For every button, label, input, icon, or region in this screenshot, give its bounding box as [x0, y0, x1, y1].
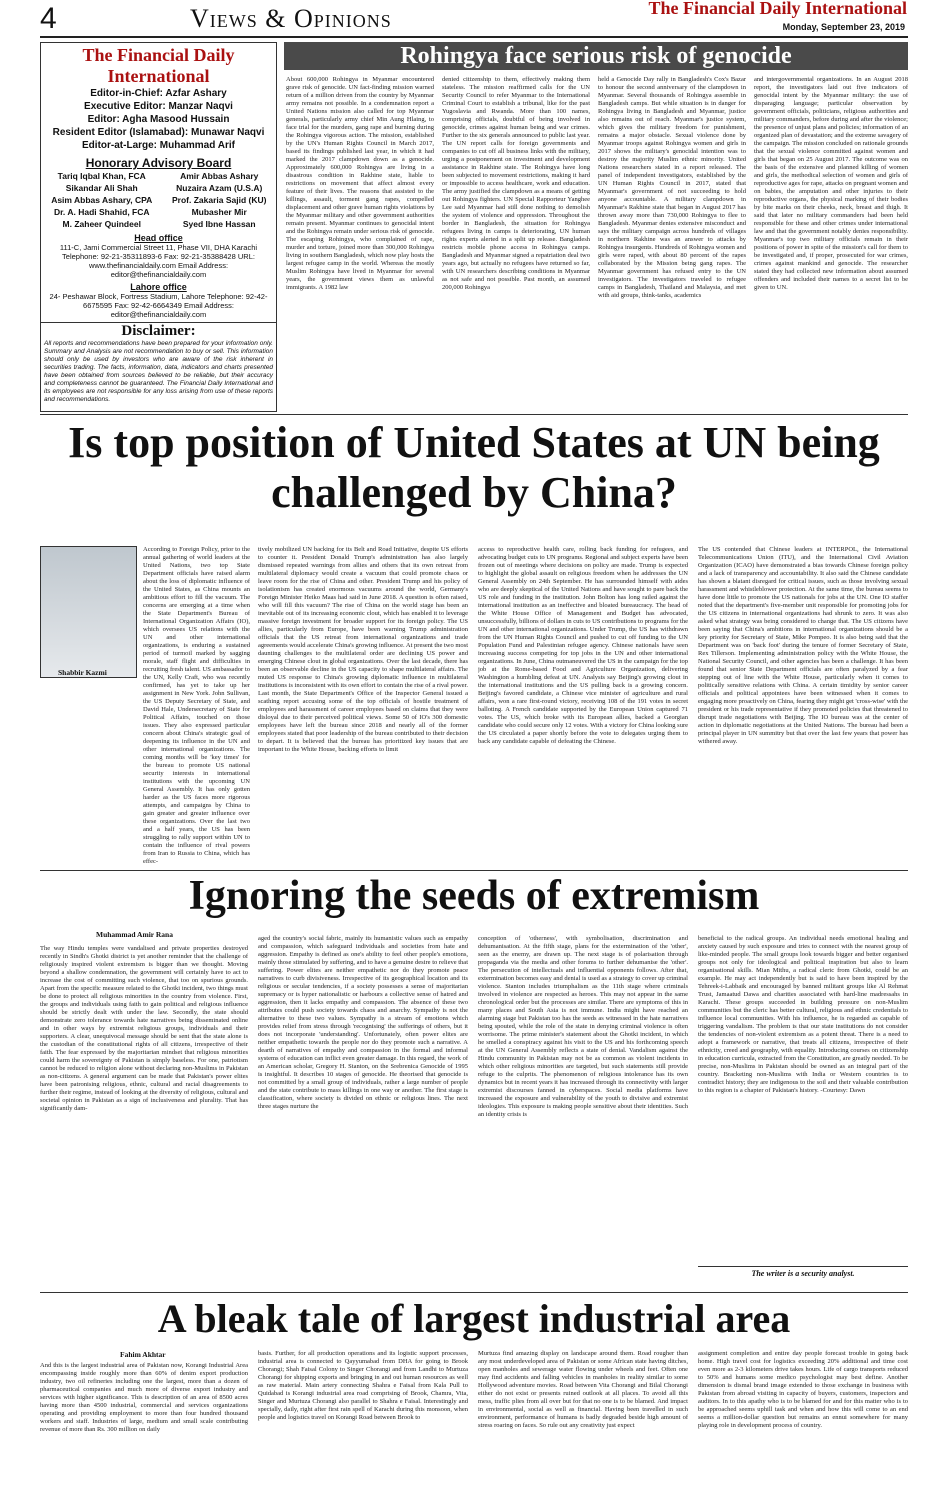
masthead-box: [40, 42, 277, 412]
article4-column: Murtuza find amazing display on landscape around them. Road rougher than any most underdeveloped area of Pakistan or some African state having ditches, open manholes and sewerage water flowing under wheels and feet. Often one may find accidents and falling vehicles in manholes in reality similar to some Hollywood adventure movies. Road between Vita Chorangi and Bilal Chorangi either do not exist or presents ruined outlook at all places. To avoid all this mess, traffic plies from all over but for that no one is to be blamed. And impact in environmental, social as well as financial. Having been travelled in such environment, performance of humans is badly degraded beside high amount of stress roaring on faces. So rule out any creativity just expect: [478, 1350, 688, 1429]
advisor: Asim Abbas Ashary, CPA: [51, 195, 153, 205]
article1-column: About 600,000 Rohingya in Myanmar encountered grave risk of genocide. UN fact-finding mission warned return of a million driven from the country by Myanmar army remains not possible. In a condemnation report a United Nations mission also called for top Myanmar generals, particularly army chief Min Aung Hlaing, to face trial for the murders, gang rape and burning during the Rohingya vigorous action. The mission, established by the UN's Human Rights Council in March 2017, based its findings published last year, in which it had marked the 2017 clampdown down as a genocide. Approximately 600,000 Rohingya are living in a disastrous condition in Rakhine state, liable to restrictions on movement that affect almost every feature of their lives. The reasons that assisted to the killings, assault, torment gang rapes, compelled displacement and other grave human rights violations by the Myanmar military and other government authorities remain present. Myanmar continues to genocidal intent and the Rohingya remain under serious risk of genocide. The escaping Rohingya, who complained of rape, murder and torture, joined more than 300,000 Rohingya living in southern Bangladesh, which now play hosts the largest refugee camp in the world. Whereas the mostly Muslim Rohingya have lived in Myanmar for several years, the government views them as unlawful immigrants. A 1982 law: [286, 76, 434, 291]
article4-column: And this is the largest industrial area of Pakistan now, Korangi Industrial Area encompassing inside roughly more than 60% of denim export production industry, two oil refineries including one the largest, more than a dozen of pharmaceutical companies and much more of diverse export industry and services with higher significance. This is description of an area of 8500 acres having more than 4500 industrial, commercial and services organizations operating and providing employment to more than four hundred thousand workers and staff. Industries of large, medium and small scale contributing revenue of more than Rs. 300 million on daily: [40, 1362, 248, 1433]
advisor: Sikandar Ali Shah: [65, 183, 138, 193]
article1-column: and intergovernmental organizations. In an August 2018 report, the investigators laid out five indicators of genocidal intent by the Myanmar military: the use of disparaging language; particular observation by government officials, politicians, religious authorities and military commanders, before during and after the violence; the presence of unjust plans and policies; information of an organized plan of devastation; and the extreme savagery of the campaign. The mission concluded on rationale grounds that the sexual violence committed against women and girls that began on 25 August 2017. The outcome was on the basis of the extensive and planned killing of women and girls, the methodical selection of women and girls of reproductive ages for rape, attacks on pregnant women and on babies, the amputation and other injuries to their reproductive organs, the physical marking of their bodies by bite marks on their cheeks, neck, breast and thigh. It said that later no military commanders had been held responsible for these and other crimes under international law and that the government notably denies responsibility. Myanmar's top two military officials remain in their positions of power in spite of the mission's call for them to be investigated and, if proper, prosecuted for war crimes, crimes against mankind and genocide. The researcher stated they had collected new information about assumed offenders and included their names to a secret list to be given to UN.: [754, 76, 908, 291]
issue-date: Monday, September 23, 2019: [782, 22, 905, 32]
advisory-table: [41, 170, 276, 230]
article2-headline: Is top position of United States at UN being challenged by China?: [68, 418, 880, 517]
article2-column: tively mobilized UN backing for its Belt and Road Initiative, despite US efforts to counter it. President Donald Trump's administration has also largely dismissed repeated warnings from allies and others that its own retreat from multilateral diplomacy would create a vacuum that could promote chaos or leave room for the rise of China and other. President Trump and his policy of isolationism has created enormous vacuums around the world, Germany's Foreign Minister Heiko Maas had said in June 2018. A question is often raised, who will fill this vacuum? The rise of China on the world stage has been an inevitable out of its increasing economic clout, which has enabled it to leverage massive foreign investment for broader support for its foreign policy. The US allies, particularly from Europe, have been warning Trump administration officials that the US retreat from international organizations and trade agreements would accelerate China's growing influence. At present the two most daunting challenges to the multilateral order are declining US power and emerging Chinese clout in global organizations. Over the last decade, there has been an observable decline in the US capacity to shape multilateral affairs. The muted US response to China's growing diplomatic influence in multilateral institutions is inconsistent with its own effort to contain the rise of a rival power. Last month, the State Department's Office of the Inspector General issued a scathing report accusing some of the top officials of hostile treatment of employees and harassment of career employees based on claims that they were disloyal due to their perceived political views. Some 50 of IO's 300 domestic employees have left the bureau since 2018 and nearly all of the former employees stated that poor leadership of the bureau contributed to their decision to depart. It is believed that the bureau has prioritized key issues that are important to the White House, backing efforts to limit: [258, 546, 468, 753]
article3-column: beneficial to the radical groups. An individual needs emotional healing and anxiety caused by such exposure and tries to connect with the nearest group of like-minded people. The small groups look towards bigger and better organised groups not only for ideological and political inspiration but also to learn organisational skills. Mian Mithu, a radical cleric from Ghotki, could be an example. He may act independently but is said to have been inspired by the Tehreek-i-Labbaik and encouraged by banned militant groups like Al Rehmat Trust, Jamaatud Dawa and charities associated with hard-line madressahs in Karachi. These groups succeeded in building pressure on non-Muslim communities but the cleric has better cultural, religious and ethnic credentials to influence local communities. With his influence, he is regarded as capable of triggering vandalism. The problem is that our state institutions do not consider the tendencies of non-violent extremism as a potent threat. There is a need to adopt a framework or narrative, that treats all citizens, irrespective of their ethnicity, creed and geography, with equality. Introducing courses on citizenship in education curricula, extracted from the Constitution, are greatly needed. To be precise, non-Muslims in Pakistan should be owned as an integral part of the country. Bracketing non-Muslims with India or Western countries is to contradict history; they are indigenous to the soil and their valuable contribution to this region is a chapter of Pakistan's history. -Courtesy: Dawn: [698, 935, 908, 1094]
advisor: Nuzaira Azam (U.S.A): [176, 183, 263, 193]
editor-in-chief: Editor-in-Chief: Azfar Ashary: [90, 88, 227, 99]
article3-column: conception of 'otherness', with symbolisation, discrimination and dehumanisation. At the fifth stage, plans for the extermination of the 'other', seen as the enemy, are drawn up. The next stage is of polarisation through propaganda via the media and other forums to further dehumanise the 'other'. The persecution of intellectuals and influential opponents follows. After that, extermination becomes easy and denial is used as a strategy to cover up criminal violence. Stanton includes triumphalism as the 11th stage where criminals involved in violence are respected as heroes. This may not appear in the same chronological order but the processes are similar. There are symptoms of this in many places and South Asia is not immune. India might have reached an alarming stage but Pakistan too has the seeds as witnessed in the hate narratives being spouted, while the role of the state in denying criminal violence is often worrisome. The prime minister's statement about the Ghotki incident, in which he smelled a conspiracy against his visit to the US and his forthcoming speech at the UN General Assembly reflects a state of denial. Vandalism against the Hindu community in Pakistan may not be as common as violent incidents in which other religious minorities are targeted, but such statements still provide refuge to the culprits. The phenomenon of religious intolerance has its own dynamics but in recent years it has increased through its connectivity with larger extremist discourses fanned in cyberspaces. Social media platforms have increased the exposure and vulnerability of the youth to divisive and extremist ideologies. This exposure is making people sensitive about their identities. Such an identity crisis is: [478, 935, 688, 1118]
head-office-address: 111-C, Jami Commercial Street 11, Phase VII, DHA Karachi Telephone: 92-21-35311893-6 Fax: 92-21-35388428 URL: www.thefinancialdaily.com Email Address: editor@thefinancialdaily.com: [59, 243, 258, 279]
editor-at-large: Editor-at-Large: Muhammad Arif: [82, 140, 235, 151]
rule: [40, 1292, 908, 1293]
page-number: 4: [40, 2, 57, 35]
article3-headline: Ignoring the seeds of extremism: [188, 873, 760, 919]
masthead-name: The Financial Daily International: [82, 45, 235, 86]
article2-column: According to Foreign Policy, prior to the annual gathering of world leaders at the United Nations, two top State Department officials have raised alarm about the loss of diplomatic influence of the United States, as China mounts an ambitious effort to fill the vacuum. The concerns are emerging at a time when the State Department's Bureau of International Organization Affairs (IO), which oversees US relations with the UN and other international organizations, is enduring a sustained period of turmoil marked by sagging morale, staff flight and difficulties in recruiting fresh talent. US ambassador to the UN, Kelly Craft, who was recently confirmed, has yet to take up her assignment in New York. John Sullivan, the US Deputy Secretary of State, and David Hale, Undersecretary of State for Political Affairs, touched on those issues. They also expressed particular concern about China's strategic goal of deepening its influence in the UN and other international organizations. The coming months will be 'key times' for the bureau to promote US national security interests in international institutions with the upcoming UN General Assembly. It has only gotten harder as the US faces more rigorous attempts, and campaigns by China to gain greater and greater influence over these organizations. Over the last two and a half years, the US has been struggling to rally support within UN to contain the influence of rival powers from Iran to Russia to China, which has effec-: [143, 546, 250, 865]
lahore-office-title: Lahore office: [130, 282, 187, 292]
article4-column: basis. Further, for all production operations and its logistic support processes, industrial area is connected to Qayyumabad from DHA for going to Brook Chorangi; Shah Faisal Colony to Singer Chorangi and from Landhi to Murtuza Chorangi for shipping exports and bringing in and out human resources as well as raw material. Main artery connecting Shahra e Faisal from Kala Pull to Quidabad is Korangi industrial area road comprising of Brook, Chamra, Vita, Singer and Murtuza Chorangi also parallel to Shahra e Faisal. Interestingly and specially, daily, right after first rain spell of Karachi during this monsoon, when people and logistics travel on Korangi Road between Brook to: [258, 1350, 468, 1421]
rule: [40, 414, 908, 415]
advisor: Dr. A. Hadi Shahid, FCA: [53, 207, 150, 217]
resident-editor: Resident Editor (Islamabad): Munawar Naqvi: [52, 127, 265, 138]
section-title: Views & Opinions: [190, 4, 392, 33]
advisor: Tariq Iqbal Khan, FCA: [57, 171, 146, 181]
article4-author: Fahim Akhtar: [120, 1350, 166, 1359]
article3-author: Muhammad Amir Rana: [96, 930, 173, 939]
paper-name: The Financial Daily International: [648, 0, 907, 18]
advisor: Prof. Zakaria Sajid (KU): [172, 195, 267, 205]
article2-column: access to reproductive health care, rolling back funding for refugees, and advocating budget cuts to UN programs. Regional and subject experts have been frozen out of meetings where decisions on policy are made. Trump is expected to highlight the global assault on religious freedom when he addresses the UN General Assembly on 24th September. He has surrounded himself with aides who are deeply skeptical of the United Nations and have sought to pare back the US role and funding in the institution. John Bolton has long railed against the international institution as an ineffective and bloated bureaucracy. The head of the White House Office of Management and Budget has advocated, unsuccessfully, billions of dollars in cuts to US contributions to programs for the UN and other international organizations. Under Trump, the US has withdrawn from the UN Human Rights Council and pushed to cut off funding to the UN Population Fund and Palestinian refugee agency. Chinese nationals have seen increasing success competing for top jobs in the UN and other international organizations. In June, China outmaneuvered the US in the campaign for the top job at the Rome-based Food and Agriculture Organization, delivering Washington a humbling defeat at UN. Analysts say Beijing's growing clout in the international institutions and the US pulling back is a growing concern. Beijing's favored candidate, a Chinese vice minister of agriculture and rural affairs, won a rare first-round victory, receiving 108 of the 191 votes in secret balloting. A French candidate supported by the European Union captured 71 votes. The US, which broke with its European allies, backed a Georgian candidate who could secure only 12 votes. With a victory for China looking sure the US circulated a paper shortly before the vote to delegates urging them to back any candidate capable of defeating the Chinese.: [478, 546, 688, 745]
executive-editor: Executive Editor: Manzar Naqvi: [84, 101, 233, 112]
article1-column: denied citizenship to them, effectively making them stateless. The mission reaffirmed calls for the UN Security Council to refer Myanmar to the International Criminal Court to establish a tribunal, like for the past Yugoslavia and Rwanda. More than 100 names, comprising officials, doubtful of being involved in genocide, crimes against human being and war crimes. Further to the six generals announced to public last year. The UN report calls for foreign governments and companies to cut off all business links with the military, urging a postponement on investment and development assistance in Rakhine state. The Rohingya have long been subjected to movement restrictions, making it hard or impossible to access healthcare, work and education. The army justified the clampdown as a means of getting out Rohingya fighters. UN Special Rapporteur Yanghee Lee said Myanmar had still done nothing to demolish the system of violence and oppression. Throughout the border in Bangladesh, the situation for Rohingya refugees living in camps is deteriorating, UN human rights experts alerted in a split up release. Bangladesh restricts mobile phone access in Rohingya camps. Bangladesh and Myanmar signed a repatriation deal two years ago, but actually no refugees have returned so far, with UN researchers describing conditions in Myanmar as not safe and not possible. Past month, an assumed 200,000 Rohingya: [442, 76, 590, 291]
article4-headline: A bleak tale of largest industrial area: [157, 1296, 791, 1341]
article3-column: aged the country's social fabric, mainly its humanistic values such as empathy and compassion, which safeguard individuals and societies from hate and aggression. Empathy is defined as one's ability to feel other people's emotions, mainly those stimulated by suffering, and to have a genuine desire to relieve that suffering. Power elites are neither empathetic nor do they promote peace narratives to curb divisiveness. Irrespective of its geographical location and its religious or secular tendencies, if a society possesses a sense of majoritarian supremacy or is hyper nationalistic or harbours a collective sense of hatred and aggression, then it lacks empathy and compassion. The absence of these two attributes could push society towards chaos and anarchy. Sympathy is not the alternative to these two values. Sympathy is a stream of emotions which provides relief from stress through 'recognising' the sufferings of others, but it does not incorporate 'understanding'. Unfortunately, often power elites are neither empathetic towards the people nor do they promote such a narrative. A dearth of narratives of empathy and compassion in the formal and informal systems of education can inflict even greater damage. In this regard, the work of an American scholar, Gregory H. Stanton, on the Srebrenica Genocide of 1995 is insightful. It describes 10 stages of genocide. He theorised that genocide is not committed by a small group of individuals, rather a large number of people and the state contribute to mass killings in one way or another. The first stage is classification, where society is divided on ethnic or religious lines. The next three stages nurture the: [258, 935, 468, 1110]
article1-headline: Rohingya face serious risk of genocide: [284, 42, 908, 70]
editor: Editor: Agha Masood Hussain: [87, 114, 230, 125]
article1-column: held a Genocide Day rally in Bangladesh's Cox's Bazar to honour the second anniversary of the clampdown in Myanmar. Several thousands of Rohingya assemble in Bangladesh camps. But while situation is in danger for Rohingya living in Bangladesh and Myanmar, justice also remains out of reach. Myanmar's justice system, which gives the military freedom for punishment, remains a major obstacle. Sexual violence done by Myanmar troops against Rohingya women and girls in 2017 shows the military's genocidal intention was to destroy the majority Muslim ethnic minority. United Nations researchers stated in a report released. The panel of independent investigators, established by the UN Human Rights Council in 2017, stated that Myanmar's government of not succeeding to hold anyone accountable. A military clampdown in Myanmar's Rakhine state that began in August 2017 has thrown away more than 730,000 Rohingya to flee to Bangladesh. Myanmar denies extensive misconduct and says the military campaign across hundreds of villages in northern Rakhine was an answer to attacks by Rohingya insurgents. Hundreds of Rohingya women and girls were raped, with about 80 percent of the rapes collaborated by the Mission being gang rapes. The Myanmar government has refused entry to the UN investigators. The investigators traveled to refugee camps in Bangladesh, Thailand and Malaysia, and met with aid groups, think-tanks, academics: [598, 76, 746, 299]
disclaimer-title: Disclaimer:: [41, 322, 276, 340]
lahore-office-address: 24- Peshawar Block, Fortress Stadium, Lahore Telephone: 92-42-6675595 Fax: 92-42-6664349 Email Address: editor@thefinancialdaily.com: [49, 292, 268, 319]
article3-column: The way Hindu temples were vandalised and private properties destroyed recently in Sindh's Ghotki district is yet another reminder that the challenge of religiously inspired violent extremism is bigger than we thought. Moving beyond a shallow condemnation, the government will certainly have to act to increase the cost of committing such violence, that too on spurious grounds. Apart from the specific measure related to the Ghotki incident, two things must be done to protect all religious minorities in the country from violence. First, the groups and individuals using faith to gain political and religious influence should be strictly dealt with under the law. Secondly, the state should demonstrate zero tolerance towards hate narratives being disseminated online and in other ways by extremist religious groups, individuals and their supporters. A clear, unequivocal message should be sent that the state alone is the custodian of the constitutional rights of all citizens, irrespective of their faith. The fear expressed by the majoritarian mindset that religious minorities could harm the sovereignty of Pakistan is simply baseless. For one, patriotism cannot be reduced to religion alone without declaring non-Muslims in Pakistan as non-citizens. A general argument can be made that Pakistan's power elites have been patronising religious, ethnic, cultural and racial disagreements to further their regime, instead of looking at the diversity of religious, cultural and societal opinion in Pakistan as a sign of inclusiveness and plurality. That has significantly dam-: [40, 945, 248, 1112]
article2-author: Shabbir Kazmi: [58, 668, 107, 677]
rule: [40, 870, 908, 871]
disclaimer-text: All reports and recommendations have been prepared for your information only. Summary and Analysis are not recommendation to buy or sell. This information should only be used by investors who are aware of the risk inherent in securities trading. The facts, information, data, indicators and charts presented have been obtained from sources believed to be reliable, but their accuracy and completeness cannot be guaranteed. The Financial Daily International and its employees are not responsible for any loss arising from use of these reports and recommendations.: [44, 340, 273, 403]
advisor: Amir Abbas Ashary: [180, 171, 259, 181]
advisor: Syed Ibne Hassan: [182, 219, 256, 229]
advisor: Mubasher Mir: [191, 207, 247, 217]
advisory-title: Honorary Advisory Board: [85, 156, 232, 170]
article4-column: assignment completion and entire day people forecast trouble in going back home. High travel cost for logistics exceeding 20% additional and time cost even more as 2-3 kilometers drive takes hours. Life of cargo transports reduced to 50% and humans some medico psychologist may best define. Another dimension is dismal brand image extended to those exchange in business with Pakistan from abroad visiting in capacity of buyers, customers, inspectors and auditors. In to this apathy who is to be blamed for and for this matter who is to be approached seems uphill task and when and how this will come to an end seems a million-dollar question but remains an ennui somewhere for many playing role in development process of country.: [698, 1350, 908, 1429]
head-office-title: Head office: [134, 233, 183, 243]
header-rule: [40, 36, 908, 38]
writer-note: The writer is a security analyst.: [698, 1266, 908, 1278]
advisor: M. Zaheer Quindeel: [62, 219, 141, 229]
article2-column: The US contended that Chinese leaders at INTERPOL, the International Telecommunications Union (ITU), and the International Civil Aviation Organization (ICAO) have demonstrated a bias towards Chinese foreign policy and a lack of transparency and accountability. It also said the Chinese candidate has shown a blatant disregard for critical issues, such as those involving sexual harassment and whistleblower protection. At the same time, the bureau seems to have done little to promote the US nationals for jobs at the UN. One IO staffer noted that the department's five-member unit responsible for promoting jobs for the US citizens in international organizations had shrunk to zero. It was also asked what strategy was being considered to change that. The US citizens have been saying that China's ambitions in international organizations should be a key priority for Secretary of State, Mike Pompeo. It is also being said that the Department was on 'back foot' during the tenure of former Secretary of State, Rex Tillerson. Implementing administration policy with the White House, the National Security Council, and other agencies has been a challenge. It has been found that senior State Department officials are often paralyzed by a fear stepping out of line with the White House, particularly when it comes to politically sensitive relations with China. A certain timidity by senior career officials and political appointees have been witnessed when it comes to engaging more proactively on China, fearing they might get 'cross-wise' with the president or his trade representative if they promoted policies that threatened to disrupt trade negotiations with Beijing. The IO bureau was at the center of action in diplomatic negotiations at the United Nations. The bureau had been a principal player in UN summitry but that over the last few years that power has withered away.: [698, 546, 908, 745]
